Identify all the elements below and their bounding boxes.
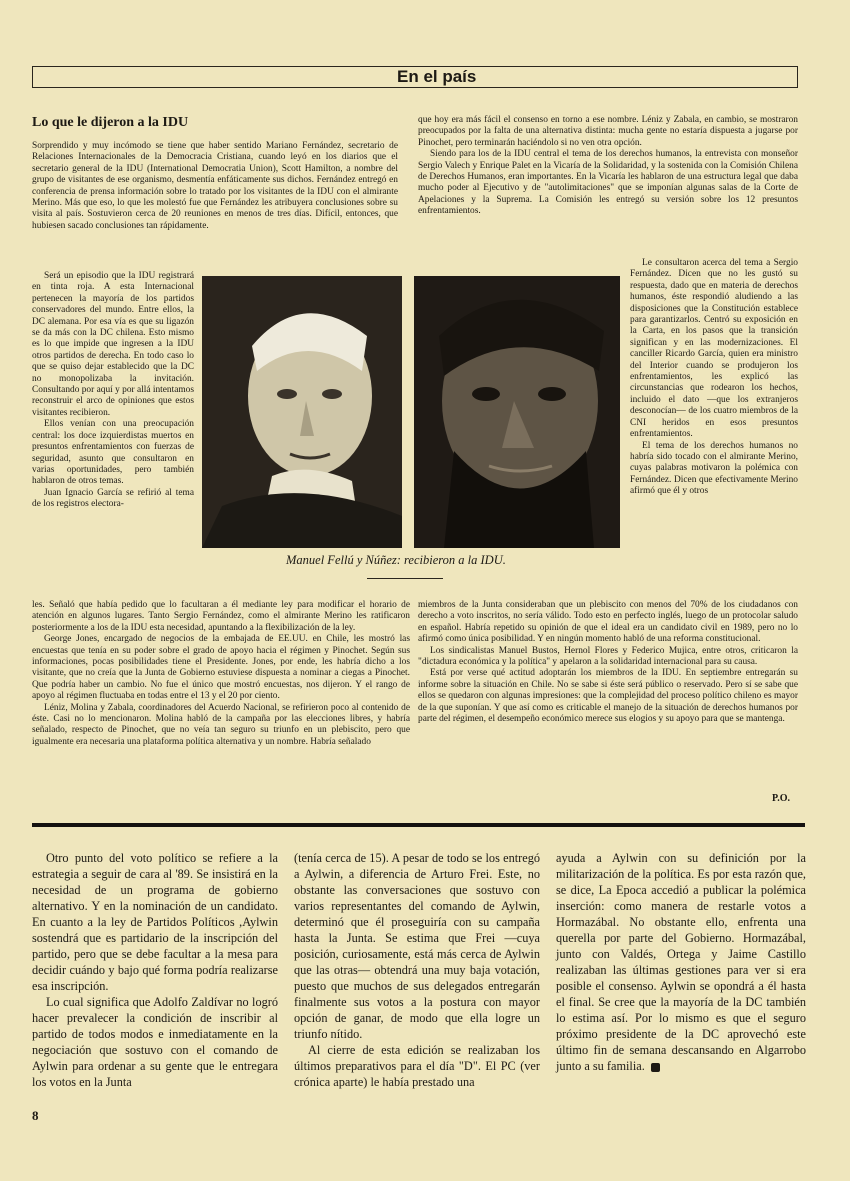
- article-right-narrow: [630, 258, 798, 498]
- photo-portrait-left: [202, 276, 402, 548]
- paragraph: Juan Ignacio García se refirió al tema de los registros electora-: [32, 487, 194, 510]
- paragraph: Otro punto del voto político se refiere a la estrategia a seguir de cara al '89. Se insistirá en la necesidad de un programa de gobierno alternativo. Y en la nominación de un candidato. En cuanto a la ley de Partidos Políticos ,Aylwin sostendrá que es partidario de la inscripción del partido, pero que se debe facultar a la mesa para decidir cuándo y bajo qué forma podría realizarse esa inscripción.: [32, 851, 278, 993]
- paragraph: les. Señaló que había pedido que lo facultaran a él mediante ley para modificar el horario de atención en algunos lugares. Tanto Sergio Fernández, como el almirante Merino les ratificaron posteriormente a los de la IDU esta necesidad, apuntando a la flexibilización de la ley.: [32, 600, 410, 633]
- article-right-top: [418, 115, 798, 218]
- lower-column-3: [556, 850, 806, 1074]
- section-header: [32, 66, 798, 88]
- portrait-left-image: [202, 276, 402, 548]
- paragraph: miembros de la Junta consideraban que un plebiscito con menos del 70% de los ciudadanos con derecho a voto inscritos, no sería válido. Todo esto en perfecto inglés, luego de un protocolar saludo en español. Habría repetido su opinión de que el ideal era un candidato civil en 1989, pero no lo afirmó como única posibilidad. Y en ningún momento habló de una reforma constitucional.: [418, 600, 798, 645]
- paragraph: Los sindicalistas Manuel Bustos, Hernol Flores y Federico Mujica, entre otros, criticaron la "dictadura económica y la política" y apelaron a la solidaridad internacional para su causa.: [418, 645, 798, 668]
- article-headline: Lo que le dijeron a la IDU: [32, 115, 189, 130]
- paragraph: George Jones, encargado de negocios de la embajada de EE.UU. en Chile, les mostró las encuestas que tenía en su poder sobre el grado de apoyo hacia el régimen y Pinochet. Según sus informaciones, pocas posibilidades tiene el Presidente. Jones, por ende, les habría dicho a los visitante, que no creía que la Junta de Gobierno estuviese dispuesta a nominar a ciegas a Pinochet. Que podría haber un cambio. No fue el único que mostró encuestas, nos dijeron. Y el rango de apoyo al régimen fluctuaba en todas entre el 13 y el 20 por ciento.: [32, 634, 410, 702]
- paragraph: Al cierre de esta edición se realizaban los últimos preparativos para el día "D". El PC (ver crónica aparte) le había prestado una: [294, 1043, 540, 1089]
- paragraph: (tenía cerca de 15). A pesar de todo se los entregó a Aylwin, a diferencia de Arturo Frei. Este, no obstante las conversaciones que sostuvo con varios representantes del comando de Aylwin, determinó que él proseguiría con su campaña hasta la Junta. Se estima que Frei —cuya posición, curiosamente, está más cerca de Aylwin que las otras— obtendrá una muy baja votación, puesto que muchos de sus delegados entregarán finalmente sus votos a la postura con mayor opción de ganar, de modo que ella logre un triunfo nítido.: [294, 851, 540, 1041]
- paragraph: El tema de los derechos humanos no habría sido tocado con el almirante Merino, cuyas palabras motivaron la polémica con Fernández. Dicen que efectivamente Merino afirmó que él y otros: [630, 440, 798, 497]
- lower-column-2: [294, 850, 540, 1090]
- paragraph: Lo cual significa que Adolfo Zaldívar no logró hacer prevalecer la condición de inscribir al partido de todos modos e inmediatamente en la negociación que sostuvo con el comando de Aylwin para ordenar a su gente que le entregara los votos en la Junta: [32, 995, 278, 1089]
- paragraph: Siendo para los de la IDU central el tema de los derechos humanos, la entrevista con monseñor Sergio Valech y Enrique Palet en la Vicaría de la Solidaridad, y la sostenida con la Comisión Chilena de Derechos Humanos, eran importantes. En la Vicaría les hablaron de una estructura legal que daba mucho poder al Ejecutivo y de "autolimitaciones" que se imponían algunas salas de la Corte de Apelaciones y la Suprema. La Comisión les entregó su versión sobre los 12 presuntos enfrentamientos.: [418, 149, 798, 217]
- paragraph: Ellos venían con una preocupación central: los doce izquierdistas muertos en presuntos enfrentamientos con fuerzas de seguridad, asunto que consultaron en varias oportunidades, pero también hablaron de otros temas.: [32, 419, 194, 487]
- portrait-right-image: [414, 276, 620, 548]
- caption-divider: [367, 578, 443, 579]
- paragraph: Le consultaron acerca del tema a Sergio Fernández. Dicen que no les gustó su respuesta, dado que en materia de derechos humanos, éste respondió aludiendo a las disposiciones que la Constitución establece para garantizarlos. Centró su exposición en la Carta, en los pasos que la transición significan y en las modernizaciones. El canciller Ricardo García, quien era ministro del Interior cuando se produjeron los enfrentamientos, les explicó las circunstancias que rodearon los hechos, incluido el dato —que los extranjeros desconocían— de los cuatro miembros de la CNI heridos en esos presuntos enfrentamientos.: [630, 258, 798, 440]
- paragraph-text: ayuda a Aylwin con su definición por la militarización de la política. Es por esta razón que, se dice, La Epoca accedió a publicar la polémica inserción: como manera de restarle votos a Hormazábal. No obstante ello, enfrenta una querella por parte del Gobierno. Hormazábal, junto con Valdés, Ortega y Jaime Castillo realizaban las últimas gestiones para ver si era posible el consenso. Aylwin se opondrá a él hasta el final. Se cree que la mayoría de la DC también lo estima así. Por lo mismo es que el seguro próximo presidente de la DC aprovechó este último fin de semana descansando en Algarrobo junto a su familia.: [556, 851, 806, 1073]
- section-divider: [32, 823, 805, 827]
- author-signature: P.O.: [772, 793, 790, 804]
- paragraph: Será un episodio que la IDU registrará en tinta roja. A esta Internacional pertenecen la mayoría de los partidos conservadores del mundo. Entre ellos, la DC alemana. Por esa vía es que su ligazón se da más con la DC chilena. Esto mismo es lo que impide que ingresen a la IDU otros partidos de derecha. En todo caso lo que se quiso dejar establecido que la DC no monopolizaba la invitación. Consultando por aquí y por allá intentamos reconstruir el arco de opiniones que estos visitantes recibieron.: [32, 271, 194, 418]
- paragraph: Está por verse qué actitud adoptarán los miembros de la IDU. En septiembre entregarán su informe sobre la situación en Chile. No se sabe si éste será público o reservado. Pero sí se sabe que ellos se quedaron con algunas impresiones: que la complejidad del proceso político chileno es mayor de la que suponían. Y que así como es criticable el manejo de la situación de derechos humanos por parte del régimen, el desempeño económico merece sus elogios y su apoyo para que se mantenga.: [418, 668, 798, 725]
- photo-portrait-right: [414, 276, 620, 548]
- section-title: En el país: [397, 67, 477, 86]
- article-left-narrow: [32, 271, 194, 511]
- paragraph: Sorprendido y muy incómodo se tiene que haber sentido Mariano Fernández, secretario de Relaciones Internacionales de la Democracia Cristiana, cuando leyó en los diarios que el secretario general de la IDU (International Democratia Union), Scott Hamilton, a nombre del grupo de visitantes de ese organismo, desmentía enfáticamente sus dichos. Fernández entregó en conferencia de prensa información sobre lo tratado por los visitantes de la IDU con el almirante Merino. Más que eso, lo que les molestó fue que Fernández les atribuyera conclusiones sobre su visita al país. Sostuvieron cerca de 20 reuniones en menos de tres días. Difícil, entonces, que hubiesen sacado conclusiones tan rápidamente.: [32, 141, 398, 231]
- paragraph: Léniz, Molina y Zabala, coordinadores del Acuerdo Nacional, se refirieron poco al contenido de éste. Casi no lo mencionaron. Molina habló de la campaña por las elecciones libres, y habría señalado, respecto de Pinochet, que no veía tan seguro su triunfo en un plebiscito, pero que igualmente era necesaria una plataforma política alternativa y un nombre. Habría señalado: [32, 702, 410, 747]
- paragraph: [556, 850, 806, 1074]
- article-bottom-left: [32, 600, 410, 748]
- page-number: 8: [32, 1108, 39, 1123]
- end-of-article-icon: [651, 1063, 660, 1072]
- article-left-intro: [32, 141, 398, 232]
- paragraph: que hoy era más fácil el consenso en torno a ese nombre. Léniz y Zabala, en cambio, se mostraron preocupados por la falta de una alternativa distinta: mucha gente no estaría dispuesta a jugarse por Pinochet, pero terminarán haciéndolo si no ven otra opción.: [418, 115, 798, 148]
- article-bottom-right: [418, 600, 798, 725]
- lower-column-1: [32, 850, 278, 1090]
- photo-caption: Manuel Fellú y Núñez: recibieron a la IDU.: [286, 553, 506, 567]
